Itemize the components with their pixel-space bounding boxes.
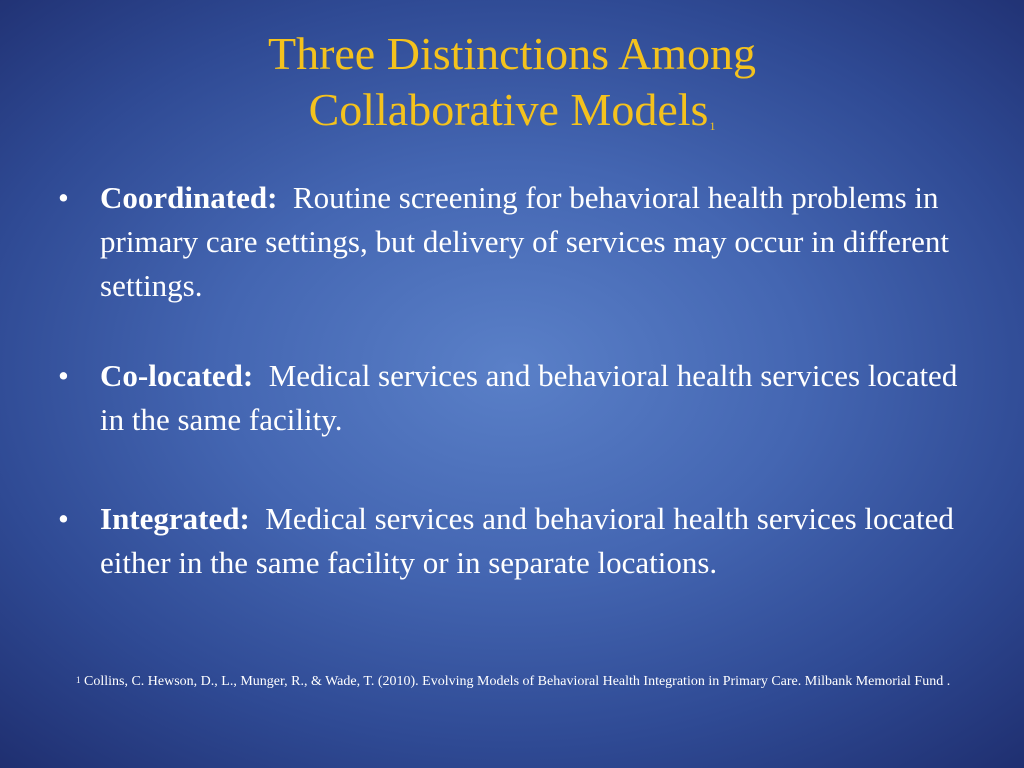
title-line-1: Three Distinctions Among xyxy=(267,28,757,79)
footnote-citation: Collins, C. Hewson, D., L., Munger, R., & Wade, T. (2010). Evolving Models of Behavioral Health Integration in Primary Care. Milbank Memorial Fund . xyxy=(84,674,951,689)
bullet-integrated xyxy=(58,497,958,585)
bullet-text: Routine screening for behavioral health problems in primary care settings, but delivery of services may occur in different settings. xyxy=(100,180,950,303)
bullet-co-located xyxy=(58,354,958,442)
bullet-text: Medical services and behavioral health services located in the same facility. xyxy=(100,358,958,437)
bullet-term: Integrated: xyxy=(100,501,250,536)
title-line-2 xyxy=(0,82,1024,138)
bullet-list xyxy=(58,176,958,585)
title-line-2-text: Collaborative Models xyxy=(308,84,709,135)
bullet-dot: • xyxy=(58,358,69,393)
footnote xyxy=(76,672,956,692)
title-footnote-marker: 1 xyxy=(709,119,716,133)
slide-title xyxy=(0,26,1024,138)
bullet-term: Coordinated: xyxy=(100,180,278,215)
bullet-dot: • xyxy=(58,501,69,536)
bullet-term: Co-located: xyxy=(100,358,254,393)
footnote-marker: 1 xyxy=(76,675,81,685)
bullet-dot: • xyxy=(58,180,69,215)
bullet-text: Medical services and behavioral health services located either in the same facility or in separate locations. xyxy=(100,501,954,580)
bullet-coordinated xyxy=(58,176,958,308)
